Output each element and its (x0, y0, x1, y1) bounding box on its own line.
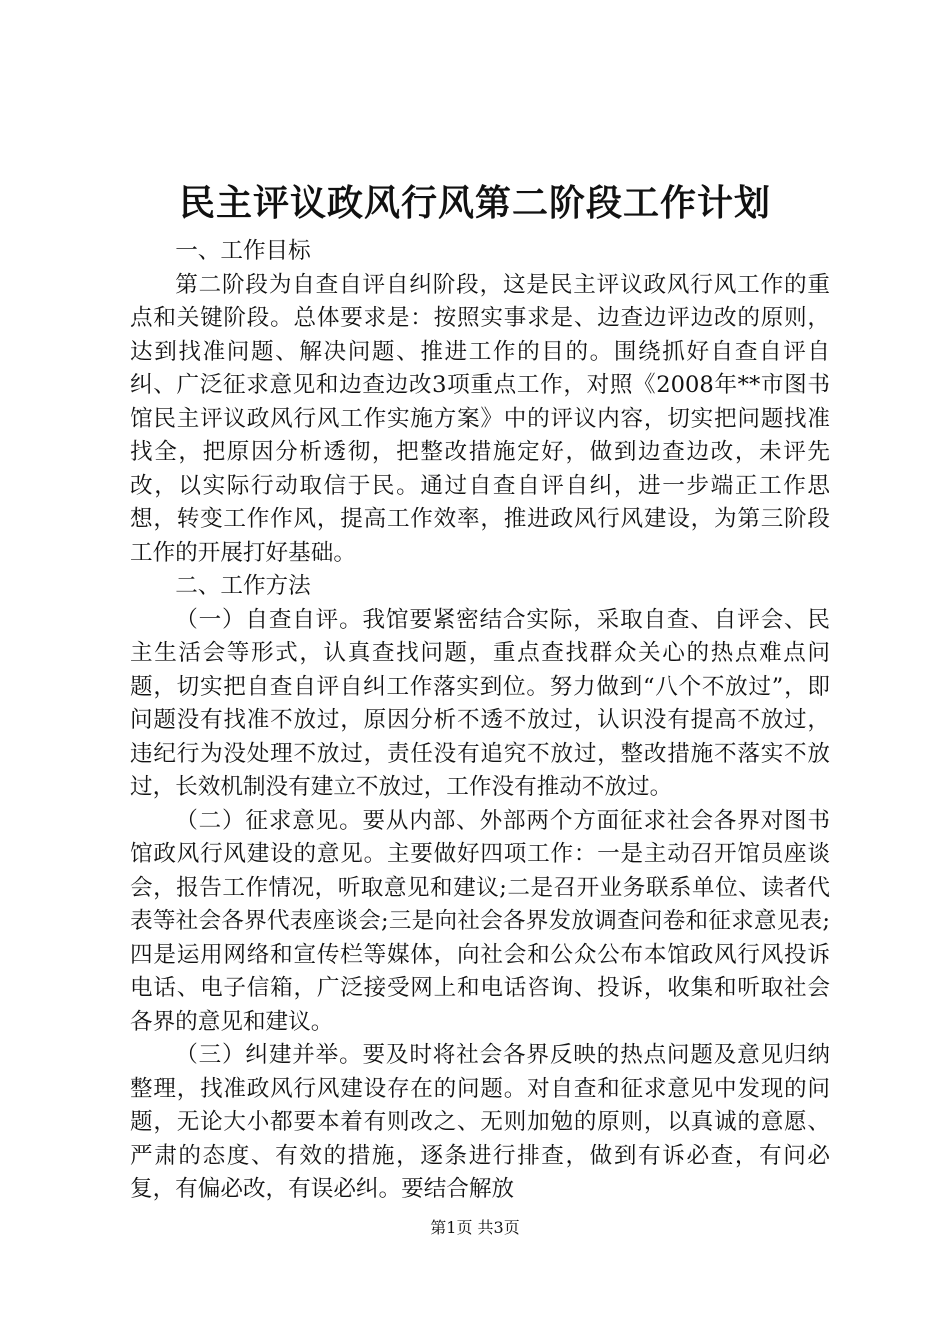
paragraph-correction: （三）纠建并举。要及时将社会各界反映的热点问题及意见归纳整理，找准政风行风建设存在的问题。对自查和征求意见中发现的问题，无论大小都要本着有则改之、无则加勉的原则，以真诚的意愿、严肃的态度、有效的措施，逐条进行排查，做到有诉必查，有问必复，有偏必改，有误必纠。要结合解放 (130, 1042, 830, 1202)
section-heading-methods: 二、工作方法 (175, 573, 311, 599)
paragraph-solicit-opinions: （二）征求意见。要从内部、外部两个方面征求社会各界对图书馆政风行风建设的意见。主要做好四项工作：一是主动召开馆员座谈会，报告工作情况，听取意见和建议;二是召开业务联系单位、读者代表等社会各界代表座谈会;三是向社会各界发放调查问卷和征求意见表;四是运用网络和宣传栏等媒体，向社会和公众公布本馆政风行风投诉电话、电子信箱，广泛接受网上和电话咨询、投诉，收集和听取社会各界的意见和建议。 (130, 807, 830, 1035)
page-number-footer: 第1页 共3页 (430, 1218, 520, 1237)
document-body (130, 235, 830, 1207)
paragraph-goals: 第二阶段为自查自评自纠阶段，这是民主评议政风行风工作的重点和关键阶段。总体要求是：按照实事求是、边查边评边改的原则，达到找准问题、解决问题、推进工作的目的。围绕抓好自查自评自纠、广泛征求意见和边查边改3项重点工作，对照《2008年**市图书馆民主评议政风行风工作实施方案》中的评议内容，切实把问题找准找全，把原因分析透彻，把整改措施定好，做到边查边改，未评先改，以实际行动取信于民。通过自查自评自纠，进一步端正工作思想，转变工作作风，提高工作效率，推进政风行风建设，为第三阶段工作的开展打好基础。 (130, 271, 830, 566)
section-heading-goals: 一、工作目标 (175, 238, 311, 264)
document-title: 民主评议政风行风第二阶段工作计划 (178, 182, 771, 224)
paragraph-self-review: （一）自查自评。我馆要紧密结合实际，采取自查、自评会、民主生活会等形式，认真查找问题，重点查找群众关心的热点难点问题，切实把自查自评自纠工作落实到位。努力做到“八个不放过”，即问题没有找准不放过，原因分析不透不放过，认识没有提高不放过，违纪行为没处理不放过，责任没有追究不放过，整改措施不落实不放过，长效机制没有建立不放过，工作没有推动不放过。 (130, 606, 830, 800)
